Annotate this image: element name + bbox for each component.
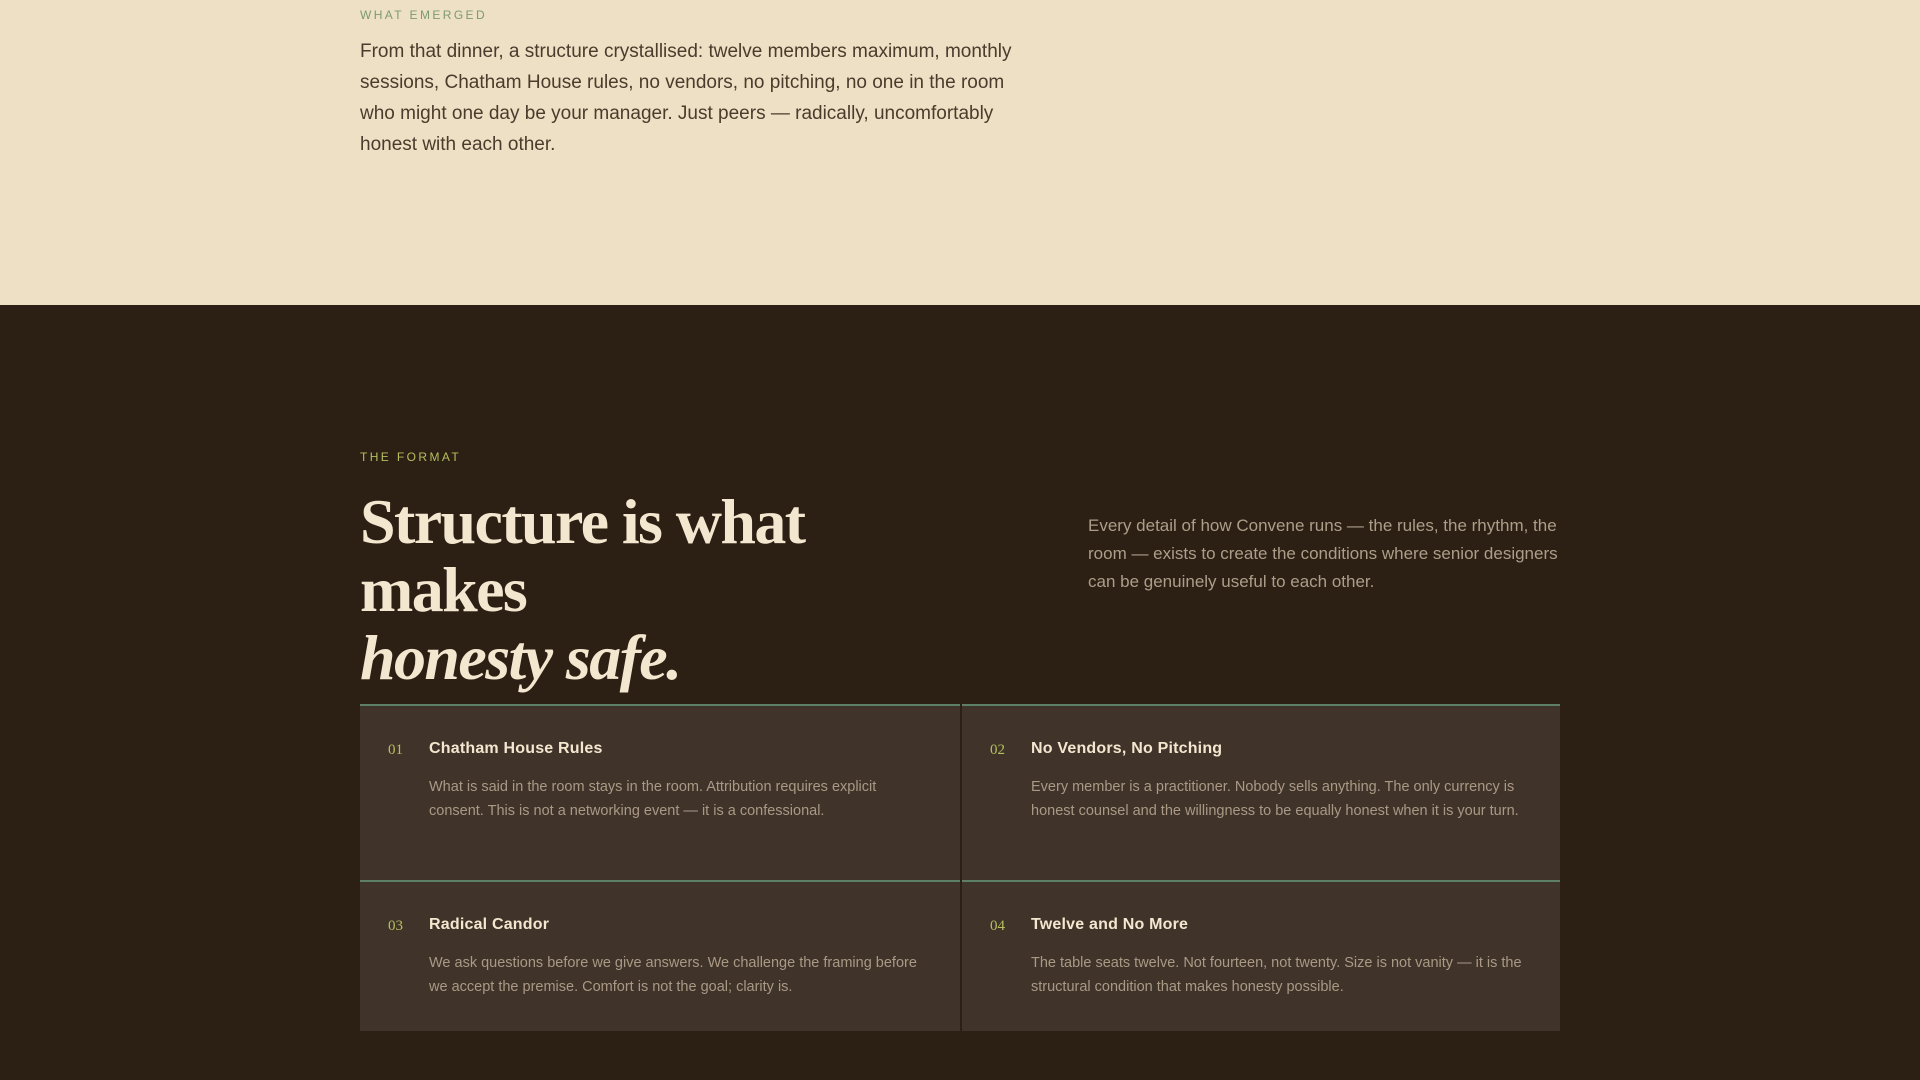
card-number: 03	[388, 918, 403, 934]
format-card-radical-candor	[360, 880, 960, 1031]
what-emerged-body: From that dinner, a structure crystallised: twelve members maximum, monthly sessions, Chatham House rules, no vendors, no pitching, no one in the room who might one day be your manager. Just peers — radically, uncomfortably honest with each other.	[360, 41, 1012, 155]
format-card-no-vendors	[962, 704, 1560, 880]
format-card-chatham-house	[360, 704, 960, 880]
format-eyebrow: THE FORMAT	[360, 450, 462, 464]
card-title: Chatham House Rules	[429, 740, 603, 757]
format-lead: Every detail of how Convene runs — the rules, the rhythm, the room — exists to create the conditions where senior designers can be genuinely useful to each other.	[1088, 516, 1558, 591]
card-title: No Vendors, No Pitching	[1031, 740, 1223, 757]
what-emerged-eyebrow: WHAT EMERGED	[360, 8, 488, 22]
format-card-twelve-no-more	[962, 880, 1560, 1031]
card-description: We ask questions before we give answers. We challenge the framing before we accept the premise. Comfort is not the goal; clarity is.	[429, 955, 917, 995]
card-description: What is said in the room stays in the room. Attribution requires explicit consent. This is not a networking event — it is a confessional.	[429, 779, 877, 819]
card-title: Twelve and No More	[1031, 916, 1189, 933]
card-title: Radical Candor	[429, 916, 550, 933]
headline-line-1: Structure is what makes	[360, 486, 805, 625]
card-number: 04	[990, 918, 1005, 934]
card-number: 02	[990, 742, 1005, 758]
card-description: Every member is a practitioner. Nobody sells anything. The only currency is honest counsel and the willingness to be equally honest when it is your turn.	[1031, 779, 1519, 819]
card-description: The table seats twelve. Not fourteen, not twenty. Size is not vanity — it is the structural condition that makes honesty possible.	[1031, 955, 1522, 995]
card-number: 01	[388, 742, 403, 758]
headline-line-2: honesty safe.	[360, 622, 681, 693]
format-cards-grid	[360, 704, 1560, 1031]
format-headline	[360, 488, 980, 692]
what-emerged-section	[0, 0, 1920, 305]
